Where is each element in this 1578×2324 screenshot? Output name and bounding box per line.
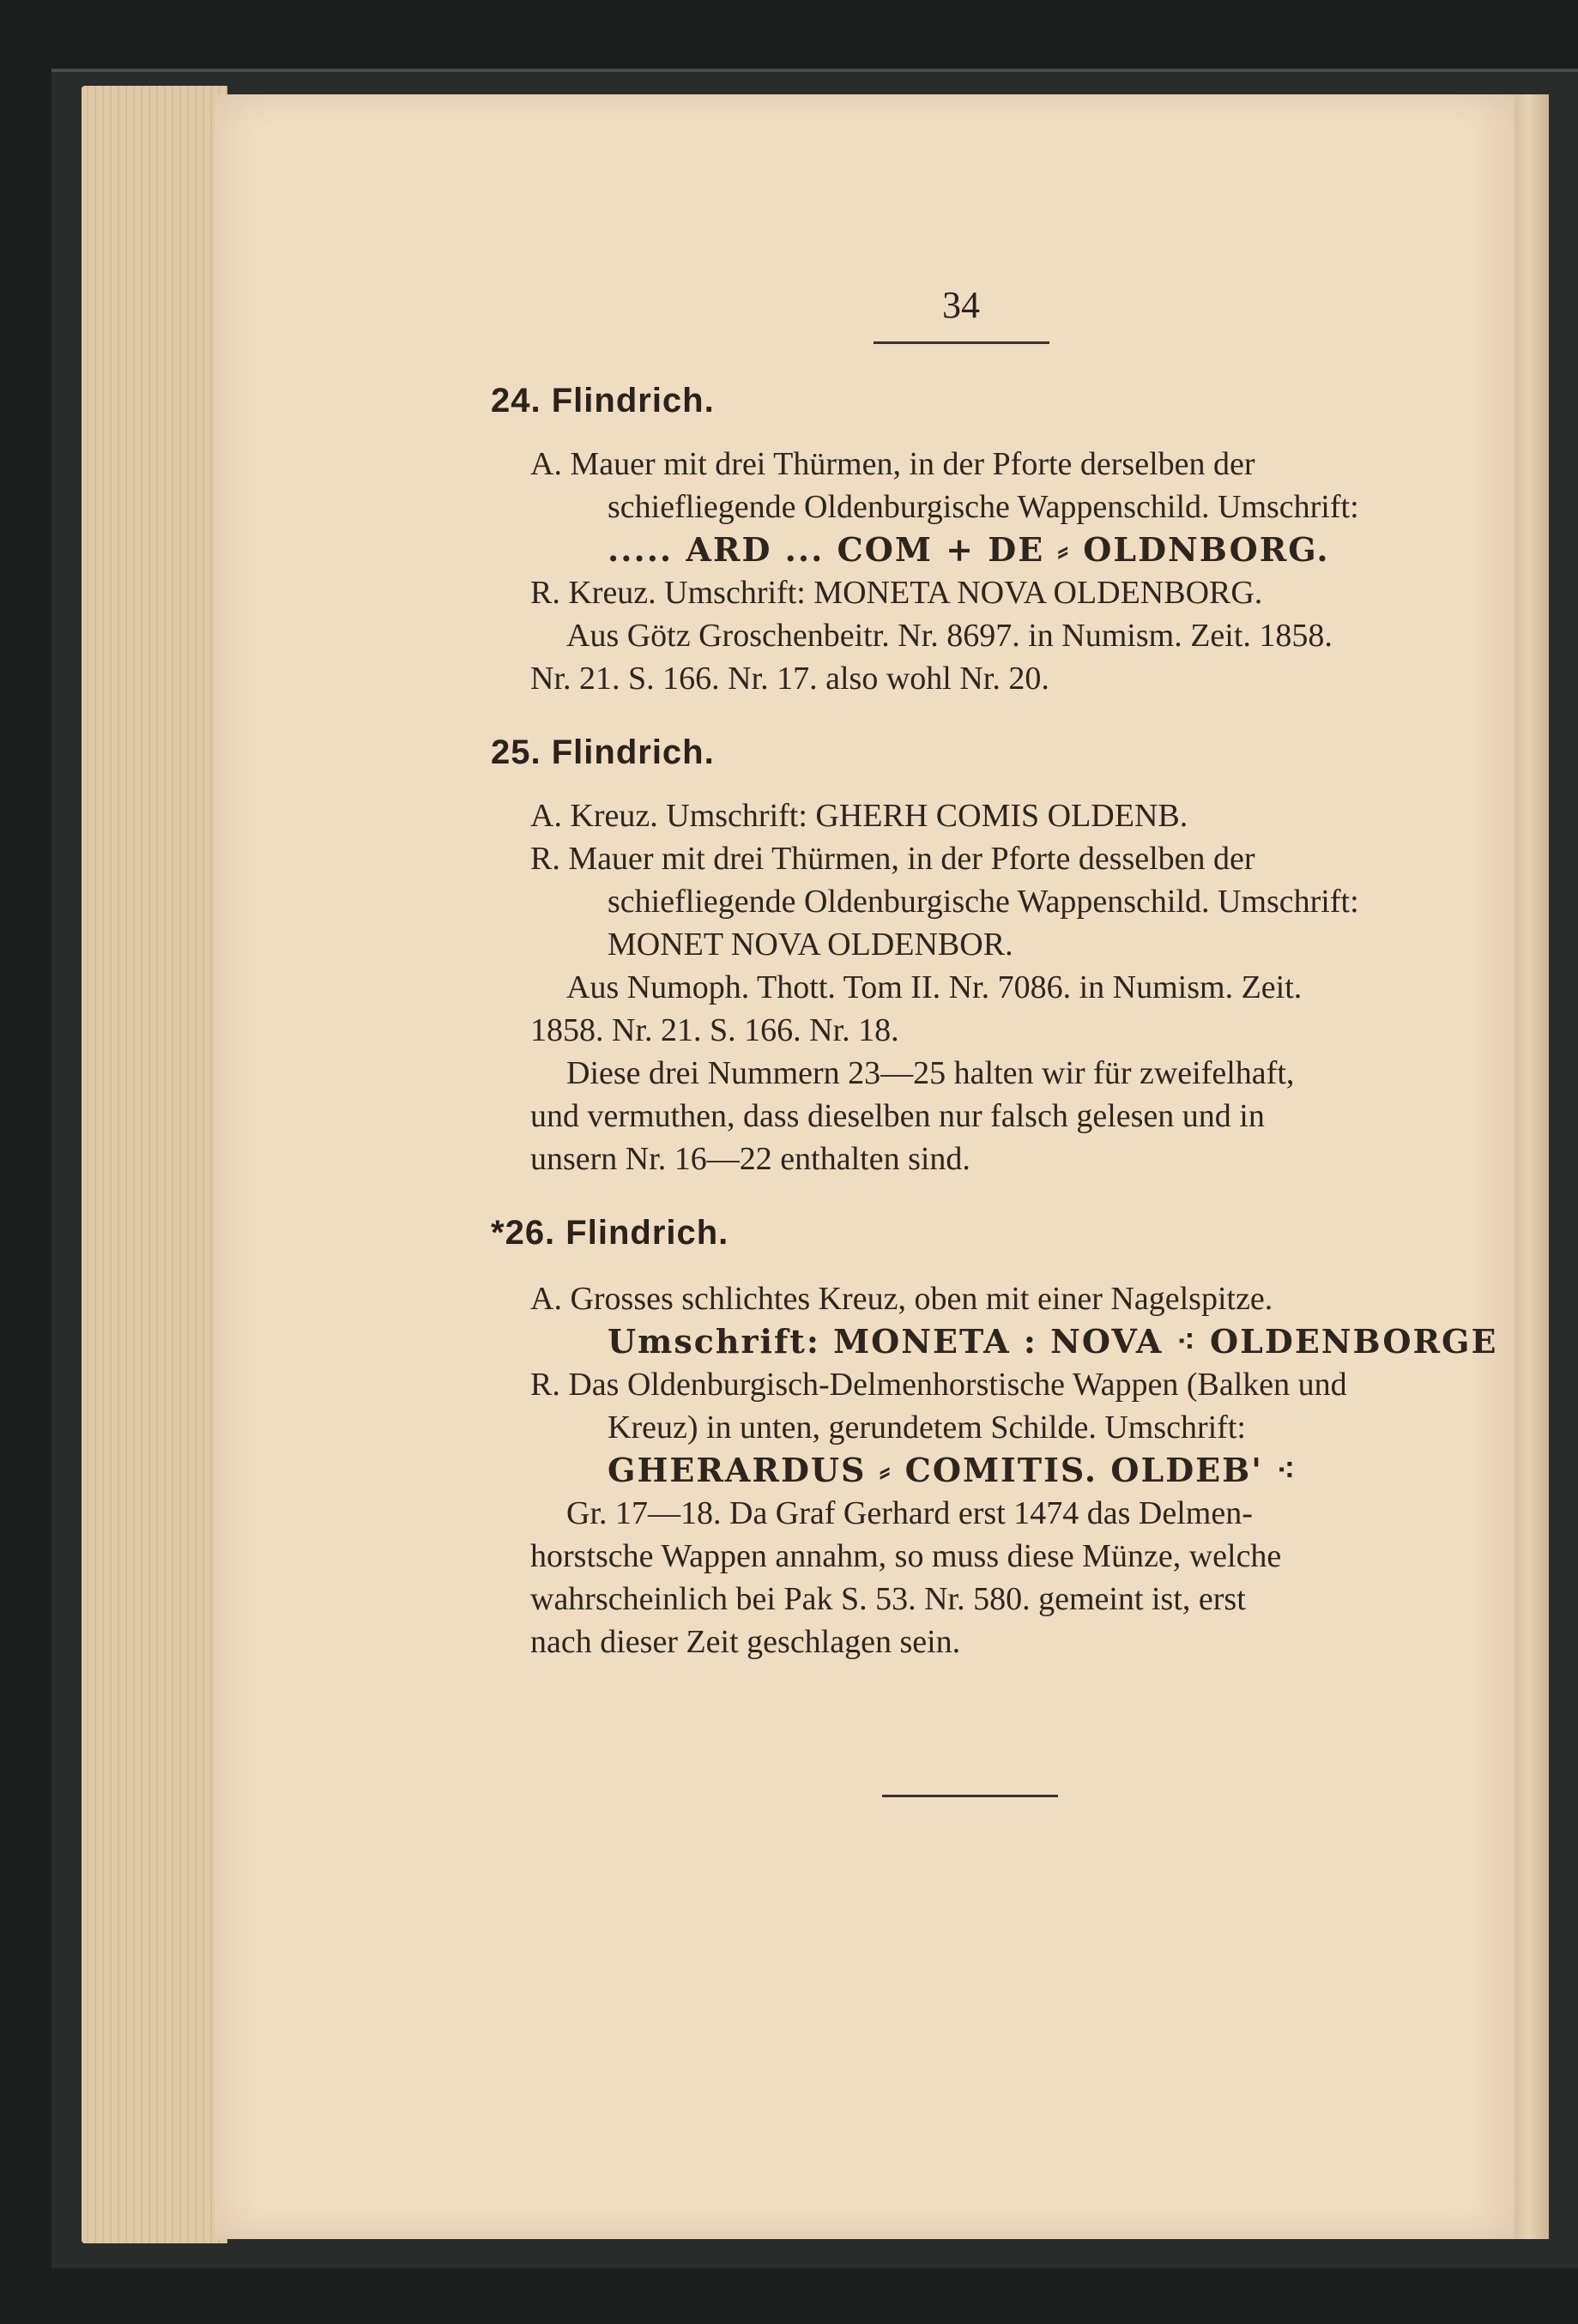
page-edges	[82, 86, 227, 2243]
entry-line: Gr. 17—18. Da Graf Gerhard erst 1474 das Delmen-	[566, 1495, 1253, 1531]
footer-rule	[882, 1795, 1058, 1797]
entry-line: Diese drei Nummern 23—25 halten wir für zweifelhaft,	[566, 1055, 1295, 1091]
entry-line: R. Das Oldenburgisch-Delmenhorstische Wappen (Balken und	[530, 1367, 1347, 1403]
entry-heading: 24. Flindrich.	[491, 382, 715, 420]
entry-line: nach dieser Zeit geschlagen sein.	[530, 1624, 961, 1660]
page-number: 34	[942, 284, 980, 326]
page-fold	[1515, 94, 1549, 2239]
entry-line: R. Kreuz. Umschrift: MONETA NOVA OLDENBORG.	[530, 575, 1263, 611]
entry-line: Kreuz) in unten, gerundetem Schilde. Umschrift:	[608, 1409, 1246, 1446]
entry-line: GHERARDUS ⸗ COMITIS. OLDEB' ⁖	[608, 1451, 1297, 1489]
entry-line: schiefliegende Oldenburgische Wappenschild. Umschrift:	[608, 884, 1359, 920]
entry-line: A. Mauer mit drei Thürmen, in der Pforte derselben der	[530, 446, 1255, 482]
header-rule	[874, 341, 1049, 344]
entry-heading: 25. Flindrich.	[491, 733, 715, 771]
entry-line: wahrscheinlich bei Pak S. 53. Nr. 580. gemeint ist, erst	[530, 1581, 1246, 1617]
entry-line: A. Kreuz. Umschrift: GHERH COMIS OLDENB.	[530, 798, 1188, 834]
entry-line: schiefliegende Oldenburgische Wappenschild. Umschrift:	[608, 489, 1359, 525]
entry-line: und vermuthen, dass dieselben nur falsch gelesen und in	[530, 1098, 1265, 1134]
entry-line: Aus Numoph. Thott. Tom II. Nr. 7086. in Numism. Zeit.	[566, 969, 1303, 1005]
entry-line: Nr. 21. S. 166. Nr. 17. also wohl Nr. 20.	[530, 661, 1049, 697]
entry-line: A. Grosses schlichtes Kreuz, oben mit einer Nagelspitze.	[530, 1281, 1273, 1317]
entry-line: MONET NOVA OLDENBOR.	[608, 927, 1013, 963]
entry-line: ..... ARD ... COM + DE ⸗ OLDNBORG.	[608, 530, 1330, 569]
entry-line: unsern Nr. 16—22 enthalten sind.	[530, 1141, 970, 1177]
entry-line: Umschrift: MONETA : NOVA ⁖ OLDENBORGE	[608, 1322, 1498, 1361]
entry-line: R. Mauer mit drei Thürmen, in der Pforte desselben der	[530, 841, 1255, 877]
entry-heading: *26. Flindrich.	[491, 1214, 729, 1252]
entry-line: Aus Götz Groschenbeitr. Nr. 8697. in Numism. Zeit. 1858.	[566, 618, 1333, 654]
entry-line: horstsche Wappen annahm, so muss diese Münze, welche	[530, 1538, 1282, 1574]
entry-line: 1858. Nr. 21. S. 166. Nr. 18.	[530, 1012, 899, 1048]
